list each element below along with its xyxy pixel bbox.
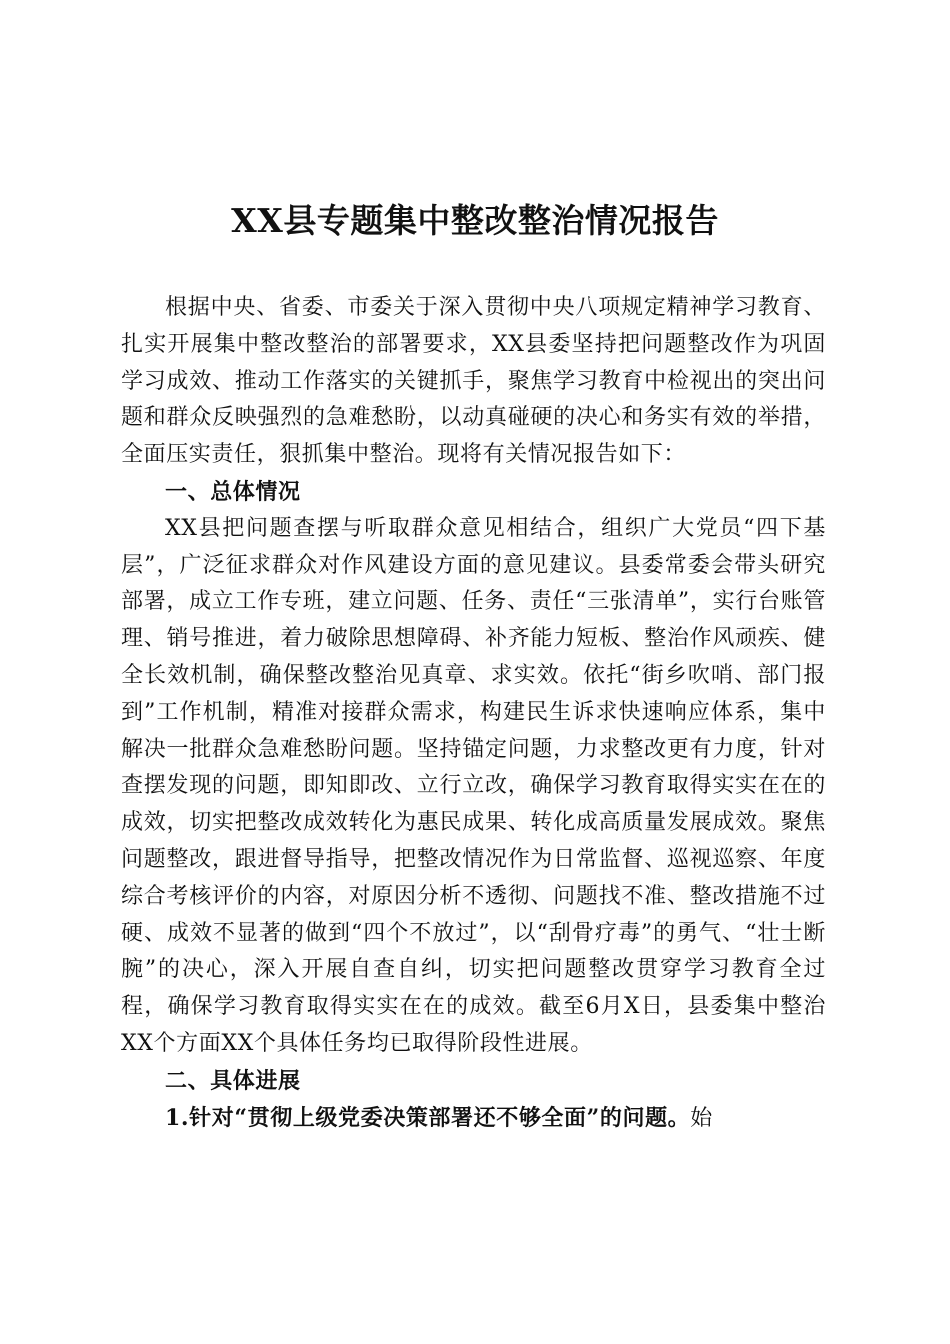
document-body <box>121 290 826 1137</box>
intro-paragraph: 根据中央、省委、市委关于深入贯彻中央八项规定精神学习教育、扎实开展集中整改整治的部署要求，XX县委坚持把问题整改作为巩固学习成效、推动工作落实的关键抓手，聚焦学习教育中检视出的突出问题和群众反映强烈的急难愁盼，以动真碰硬的决心和务实有效的举措，全面压实责任，狠抓集中整治。现将有关情况报告如下： <box>121 295 826 468</box>
overview-paragraph: XX县把问题查摆与听取群众意见相结合，组织广大党员“四下基层”，广泛征求群众对作风建设方面的意见建议。县委常委会带头研究部署，成立工作专班，建立问题、任务、责任“三张清单”，实行台账管理、销号推进，着力破除思想障碍、补齐能力短板、整治作风顽疾、健全长效机制，确保整改整治见真章、求实效。依托“街乡吹哨、部门报到”工作机制，精准对接群众需求，构建民生诉求快速响应体系，集中解决一批群众急难愁盼问题。坚持锚定问题，力求整改更有力度，针对查摆发现的问题，即知即改、立行立改，确保学习教育取得实实在在的成效，切实把整改成效转化为惠民成果、转化成高质量发展成效。聚焦问题整改，跟进督导指导，把整改情况作为日常监督、巡视巡察、年度综合考核评价的内容，对原因分析不透彻、问题找不准、整改措施不过硬、成效不显著的做到“四个不放过”，以“刮骨疗毒”的勇气、“壮士断腕”的决心，深入开展自查自纠，切实把问题整改贯穿学习教育全过程，确保学习教育取得实实在在的成效。截至6月X日，县委集中整治XX个方面XX个具体任务均已取得阶段性进展。 <box>121 515 826 1056</box>
progress-item-1 <box>121 1100 826 1138</box>
section-heading-progress: 二、具体进展 <box>165 1067 301 1094</box>
progress-item-1-lead: 1.针对“贯彻上级党委决策部署还不够全面”的问题。 <box>165 1104 691 1131</box>
section-heading-overview: 一、总体情况 <box>165 478 301 505</box>
progress-item-1-text: 始 <box>690 1105 713 1131</box>
document-title: XX县专题集中整改整治情况报告 <box>231 201 719 240</box>
